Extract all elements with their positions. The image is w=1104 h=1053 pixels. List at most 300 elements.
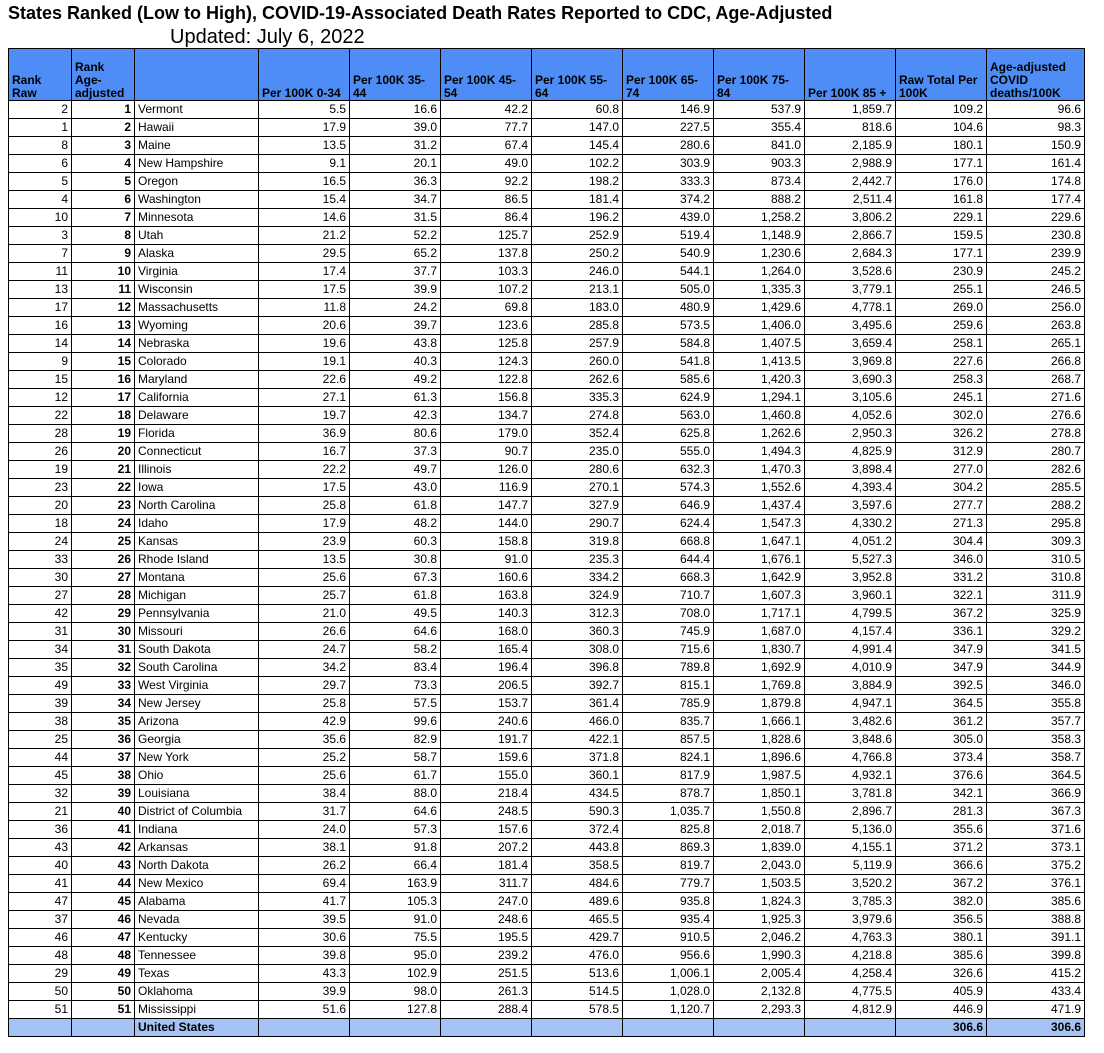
- rate-85-plus-cell: 3,979.6: [805, 911, 896, 929]
- rate-75-84-cell: 1,879.8: [714, 695, 805, 713]
- state-cell: Arizona: [135, 713, 259, 731]
- age-adjusted-cell: 239.9: [987, 245, 1085, 263]
- age-adjusted-cell: 310.8: [987, 569, 1085, 587]
- rank-raw-cell: 49: [9, 677, 72, 695]
- rate-75-84-cell: 1,547.3: [714, 515, 805, 533]
- rate-65-74-cell: 815.1: [623, 677, 714, 695]
- rate-0-34-cell: 19.7: [259, 407, 350, 425]
- rate-85-plus-cell: 818.6: [805, 119, 896, 137]
- table-row: [9, 227, 1085, 245]
- rate-0-34-cell: 19.1: [259, 353, 350, 371]
- table-row: [9, 263, 1085, 281]
- rank-adjusted-cell: 13: [72, 317, 135, 335]
- age-adjusted-cell: 280.7: [987, 443, 1085, 461]
- rate-35-44-cell: 61.7: [350, 767, 441, 785]
- rate-0-34-cell: 22.6: [259, 371, 350, 389]
- raw-total-cell: 104.6: [896, 119, 987, 137]
- rate-35-44-cell: 58.7: [350, 749, 441, 767]
- rate-45-54-cell: 125.7: [441, 227, 532, 245]
- rate-35-44-cell: 30.8: [350, 551, 441, 569]
- state-cell: Alabama: [135, 893, 259, 911]
- rate-55-64-cell: 260.0: [532, 353, 623, 371]
- state-cell: Kansas: [135, 533, 259, 551]
- rate-35-44-cell: 99.6: [350, 713, 441, 731]
- rank-raw-cell: 7: [9, 245, 72, 263]
- state-cell: Washington: [135, 191, 259, 209]
- raw-total-cell: 255.1: [896, 281, 987, 299]
- rate-75-84-cell: 1,692.9: [714, 659, 805, 677]
- state-cell: Idaho: [135, 515, 259, 533]
- rate-85-plus-cell: 3,785.3: [805, 893, 896, 911]
- rate-55-64-cell: 60.8: [532, 101, 623, 119]
- rank-adjusted-cell: 12: [72, 299, 135, 317]
- rate-45-54-cell: 159.6: [441, 749, 532, 767]
- rank-raw-cell: 39: [9, 695, 72, 713]
- table-row: [9, 947, 1085, 965]
- rank-adjusted-cell: 48: [72, 947, 135, 965]
- age-adjusted-cell: 344.9: [987, 659, 1085, 677]
- rate-0-34-cell: 39.5: [259, 911, 350, 929]
- rate-45-54-cell: 77.7: [441, 119, 532, 137]
- rank-adjusted-cell: 36: [72, 731, 135, 749]
- table-row: [9, 569, 1085, 587]
- rate-65-74-cell: 779.7: [623, 875, 714, 893]
- rank-adjusted-cell: 49: [72, 965, 135, 983]
- state-cell: Missouri: [135, 623, 259, 641]
- total-cell: [72, 1019, 135, 1037]
- age-adjusted-cell: 161.4: [987, 155, 1085, 173]
- rate-55-64-cell: 213.1: [532, 281, 623, 299]
- table-row: [9, 857, 1085, 875]
- rate-65-74-cell: 625.8: [623, 425, 714, 443]
- rate-0-34-cell: 21.0: [259, 605, 350, 623]
- rate-85-plus-cell: 4,763.3: [805, 929, 896, 947]
- rate-85-plus-cell: 4,258.4: [805, 965, 896, 983]
- rate-65-74-cell: 819.7: [623, 857, 714, 875]
- rate-65-74-cell: 541.8: [623, 353, 714, 371]
- rank-raw-cell: 1: [9, 119, 72, 137]
- rate-0-34-cell: 41.7: [259, 893, 350, 911]
- rate-35-44-cell: 73.3: [350, 677, 441, 695]
- rate-45-54-cell: 124.3: [441, 353, 532, 371]
- state-cell: Florida: [135, 425, 259, 443]
- table-row: [9, 785, 1085, 803]
- rate-85-plus-cell: 2,442.7: [805, 173, 896, 191]
- rank-raw-cell: 40: [9, 857, 72, 875]
- rate-65-74-cell: 563.0: [623, 407, 714, 425]
- rate-75-84-cell: 1,494.3: [714, 443, 805, 461]
- rate-55-64-cell: 285.8: [532, 317, 623, 335]
- rate-65-74-cell: 540.9: [623, 245, 714, 263]
- rate-45-54-cell: 168.0: [441, 623, 532, 641]
- rank-adjusted-cell: 19: [72, 425, 135, 443]
- rank-adjusted-cell: 47: [72, 929, 135, 947]
- rate-65-74-cell: 956.6: [623, 947, 714, 965]
- raw-total-cell: 161.8: [896, 191, 987, 209]
- rate-75-84-cell: 537.9: [714, 101, 805, 119]
- rank-adjusted-cell: 3: [72, 137, 135, 155]
- rate-35-44-cell: 43.0: [350, 479, 441, 497]
- rate-75-84-cell: 1,676.1: [714, 551, 805, 569]
- rate-75-84-cell: 1,896.6: [714, 749, 805, 767]
- table-row: [9, 371, 1085, 389]
- rate-0-34-cell: 13.5: [259, 551, 350, 569]
- rate-75-84-cell: 1,230.6: [714, 245, 805, 263]
- rank-adjusted-cell: 31: [72, 641, 135, 659]
- rate-55-64-cell: 466.0: [532, 713, 623, 731]
- rate-65-74-cell: 1,120.7: [623, 1001, 714, 1019]
- rate-65-74-cell: 505.0: [623, 281, 714, 299]
- age-adjusted-cell: 174.8: [987, 173, 1085, 191]
- rate-35-44-cell: 163.9: [350, 875, 441, 893]
- total-cell: [805, 1019, 896, 1037]
- raw-total-cell: 380.1: [896, 929, 987, 947]
- col-header-rank-adjusted: Rank Age-adjusted: [72, 49, 135, 101]
- state-cell: Maryland: [135, 371, 259, 389]
- rate-65-74-cell: 668.3: [623, 569, 714, 587]
- rate-0-34-cell: 24.7: [259, 641, 350, 659]
- rate-0-34-cell: 16.5: [259, 173, 350, 191]
- rate-45-54-cell: 163.8: [441, 587, 532, 605]
- rate-35-44-cell: 58.2: [350, 641, 441, 659]
- total-cell: [532, 1019, 623, 1037]
- rate-65-74-cell: 644.4: [623, 551, 714, 569]
- col-header-rank-raw: Rank Raw: [9, 49, 72, 101]
- state-cell: Michigan: [135, 587, 259, 605]
- rate-0-34-cell: 27.1: [259, 389, 350, 407]
- table-row: [9, 155, 1085, 173]
- rate-0-34-cell: 24.0: [259, 821, 350, 839]
- rate-35-44-cell: 91.8: [350, 839, 441, 857]
- state-cell: Oregon: [135, 173, 259, 191]
- table-row: [9, 137, 1085, 155]
- rate-0-34-cell: 38.4: [259, 785, 350, 803]
- rate-85-plus-cell: 2,185.9: [805, 137, 896, 155]
- age-adjusted-cell: 385.6: [987, 893, 1085, 911]
- rate-65-74-cell: 668.8: [623, 533, 714, 551]
- rank-raw-cell: 6: [9, 155, 72, 173]
- rate-85-plus-cell: 5,119.9: [805, 857, 896, 875]
- rate-55-64-cell: 465.5: [532, 911, 623, 929]
- raw-total-cell: 346.0: [896, 551, 987, 569]
- rate-35-44-cell: 40.3: [350, 353, 441, 371]
- rate-35-44-cell: 39.0: [350, 119, 441, 137]
- rank-raw-cell: 10: [9, 209, 72, 227]
- rate-45-54-cell: 91.0: [441, 551, 532, 569]
- rate-45-54-cell: 288.4: [441, 1001, 532, 1019]
- total-cell: [9, 1019, 72, 1037]
- rank-adjusted-cell: 26: [72, 551, 135, 569]
- rate-45-54-cell: 155.0: [441, 767, 532, 785]
- table-row: [9, 587, 1085, 605]
- state-cell: Montana: [135, 569, 259, 587]
- raw-total-cell: 271.3: [896, 515, 987, 533]
- rate-85-plus-cell: 4,991.4: [805, 641, 896, 659]
- raw-total-cell: 269.0: [896, 299, 987, 317]
- rate-85-plus-cell: 5,136.0: [805, 821, 896, 839]
- rate-35-44-cell: 49.5: [350, 605, 441, 623]
- age-adjusted-cell: 471.9: [987, 1001, 1085, 1019]
- rate-75-84-cell: 1,503.5: [714, 875, 805, 893]
- age-adjusted-cell: 282.6: [987, 461, 1085, 479]
- rate-85-plus-cell: 4,157.4: [805, 623, 896, 641]
- table-row: [9, 749, 1085, 767]
- rank-adjusted-cell: 23: [72, 497, 135, 515]
- age-adjusted-cell: 346.0: [987, 677, 1085, 695]
- rate-0-34-cell: 19.6: [259, 335, 350, 353]
- table-row: [9, 119, 1085, 137]
- state-cell: Arkansas: [135, 839, 259, 857]
- rate-75-84-cell: 1,830.7: [714, 641, 805, 659]
- rate-55-64-cell: 513.6: [532, 965, 623, 983]
- rank-adjusted-cell: 18: [72, 407, 135, 425]
- rate-45-54-cell: 122.8: [441, 371, 532, 389]
- rank-raw-cell: 13: [9, 281, 72, 299]
- rate-75-84-cell: 841.0: [714, 137, 805, 155]
- state-cell: New Hampshire: [135, 155, 259, 173]
- state-cell: Hawaii: [135, 119, 259, 137]
- state-cell: Oklahoma: [135, 983, 259, 1001]
- rate-85-plus-cell: 3,482.6: [805, 713, 896, 731]
- rate-85-plus-cell: 3,659.4: [805, 335, 896, 353]
- rate-55-64-cell: 181.4: [532, 191, 623, 209]
- rate-75-84-cell: 1,647.1: [714, 533, 805, 551]
- raw-total-cell: 258.3: [896, 371, 987, 389]
- rate-65-74-cell: 374.2: [623, 191, 714, 209]
- rate-65-74-cell: 519.4: [623, 227, 714, 245]
- table-row: [9, 911, 1085, 929]
- state-cell: North Carolina: [135, 497, 259, 515]
- age-adjusted-cell: 96.6: [987, 101, 1085, 119]
- table-row: [9, 713, 1085, 731]
- rate-85-plus-cell: 1,859.7: [805, 101, 896, 119]
- rate-65-74-cell: 333.3: [623, 173, 714, 191]
- rank-adjusted-cell: 2: [72, 119, 135, 137]
- rank-adjusted-cell: 14: [72, 335, 135, 353]
- state-cell: Nebraska: [135, 335, 259, 353]
- rate-55-64-cell: 335.3: [532, 389, 623, 407]
- table-row: [9, 497, 1085, 515]
- age-adjusted-cell: 358.3: [987, 731, 1085, 749]
- rate-85-plus-cell: 3,848.6: [805, 731, 896, 749]
- state-cell: Virginia: [135, 263, 259, 281]
- raw-total-cell: 302.0: [896, 407, 987, 425]
- total-cell: [623, 1019, 714, 1037]
- rank-adjusted-cell: 45: [72, 893, 135, 911]
- raw-total-cell: 371.2: [896, 839, 987, 857]
- table-row: [9, 515, 1085, 533]
- rate-45-54-cell: 137.8: [441, 245, 532, 263]
- rate-45-54-cell: 123.6: [441, 317, 532, 335]
- age-adjusted-cell: 388.8: [987, 911, 1085, 929]
- rate-65-74-cell: 745.9: [623, 623, 714, 641]
- state-cell: Nevada: [135, 911, 259, 929]
- rank-raw-cell: 22: [9, 407, 72, 425]
- rate-85-plus-cell: 4,393.4: [805, 479, 896, 497]
- age-adjusted-cell: 391.1: [987, 929, 1085, 947]
- rate-75-84-cell: 2,046.2: [714, 929, 805, 947]
- raw-total-cell: 304.2: [896, 479, 987, 497]
- raw-total-cell: 366.6: [896, 857, 987, 875]
- rate-35-44-cell: 64.6: [350, 623, 441, 641]
- rate-75-84-cell: 1,420.3: [714, 371, 805, 389]
- rate-55-64-cell: 274.8: [532, 407, 623, 425]
- table-row: [9, 641, 1085, 659]
- rate-85-plus-cell: 4,812.9: [805, 1001, 896, 1019]
- state-cell: Iowa: [135, 479, 259, 497]
- col-header-55-64: Per 100K 55-64: [532, 49, 623, 101]
- rate-85-plus-cell: 3,960.1: [805, 587, 896, 605]
- rate-75-84-cell: 1,335.3: [714, 281, 805, 299]
- state-cell: Connecticut: [135, 443, 259, 461]
- rate-35-44-cell: 61.8: [350, 587, 441, 605]
- rank-raw-cell: 19: [9, 461, 72, 479]
- rate-85-plus-cell: 2,511.4: [805, 191, 896, 209]
- rate-85-plus-cell: 3,520.2: [805, 875, 896, 893]
- rate-65-74-cell: 857.5: [623, 731, 714, 749]
- rate-45-54-cell: 240.6: [441, 713, 532, 731]
- rate-35-44-cell: 64.6: [350, 803, 441, 821]
- raw-total-cell: 277.7: [896, 497, 987, 515]
- rank-adjusted-cell: 37: [72, 749, 135, 767]
- rank-raw-cell: 12: [9, 389, 72, 407]
- rate-0-34-cell: 25.8: [259, 497, 350, 515]
- rate-45-54-cell: 206.5: [441, 677, 532, 695]
- rate-35-44-cell: 36.3: [350, 173, 441, 191]
- rate-65-74-cell: 303.9: [623, 155, 714, 173]
- raw-total-cell: 322.1: [896, 587, 987, 605]
- rate-0-34-cell: 39.9: [259, 983, 350, 1001]
- rate-35-44-cell: 61.3: [350, 389, 441, 407]
- rank-raw-cell: 51: [9, 1001, 72, 1019]
- rate-35-44-cell: 43.8: [350, 335, 441, 353]
- rate-55-64-cell: 443.8: [532, 839, 623, 857]
- rate-65-74-cell: 708.0: [623, 605, 714, 623]
- rank-raw-cell: 24: [9, 533, 72, 551]
- rank-raw-cell: 21: [9, 803, 72, 821]
- state-cell: South Dakota: [135, 641, 259, 659]
- rate-55-64-cell: 280.6: [532, 461, 623, 479]
- rank-raw-cell: 2: [9, 101, 72, 119]
- rate-75-84-cell: 355.4: [714, 119, 805, 137]
- rank-raw-cell: 16: [9, 317, 72, 335]
- rate-65-74-cell: 869.3: [623, 839, 714, 857]
- table-row: [9, 191, 1085, 209]
- rate-0-34-cell: 29.5: [259, 245, 350, 263]
- rank-raw-cell: 27: [9, 587, 72, 605]
- rate-45-54-cell: 92.2: [441, 173, 532, 191]
- rate-75-84-cell: 1,406.0: [714, 317, 805, 335]
- state-cell: New Mexico: [135, 875, 259, 893]
- table-row: [9, 803, 1085, 821]
- age-adjusted-cell: 355.8: [987, 695, 1085, 713]
- table-row: [9, 623, 1085, 641]
- rank-raw-cell: 31: [9, 623, 72, 641]
- raw-total-cell: 180.1: [896, 137, 987, 155]
- rate-0-34-cell: 5.5: [259, 101, 350, 119]
- table-row: [9, 299, 1085, 317]
- rank-adjusted-cell: 24: [72, 515, 135, 533]
- rate-85-plus-cell: 5,527.3: [805, 551, 896, 569]
- rank-raw-cell: 37: [9, 911, 72, 929]
- col-header-state: [135, 49, 259, 101]
- rate-65-74-cell: 585.6: [623, 371, 714, 389]
- age-adjusted-cell: 364.5: [987, 767, 1085, 785]
- rate-55-64-cell: 429.7: [532, 929, 623, 947]
- rate-55-64-cell: 183.0: [532, 299, 623, 317]
- raw-total-cell: 159.5: [896, 227, 987, 245]
- rank-raw-cell: 9: [9, 353, 72, 371]
- rank-adjusted-cell: 5: [72, 173, 135, 191]
- state-cell: West Virginia: [135, 677, 259, 695]
- table-row: [9, 659, 1085, 677]
- rank-adjusted-cell: 1: [72, 101, 135, 119]
- rate-55-64-cell: 352.4: [532, 425, 623, 443]
- rate-0-34-cell: 25.2: [259, 749, 350, 767]
- rank-raw-cell: 25: [9, 731, 72, 749]
- page-title: States Ranked (Low to High), COVID-19-Associated Death Rates Reported to CDC, Age-Adjusted: [8, 3, 833, 23]
- col-header-65-74: Per 100K 65-74: [623, 49, 714, 101]
- rate-85-plus-cell: 3,597.6: [805, 497, 896, 515]
- age-adjusted-cell: 358.7: [987, 749, 1085, 767]
- col-header-0-34: Per 100K 0-34: [259, 49, 350, 101]
- rate-55-64-cell: 246.0: [532, 263, 623, 281]
- rate-0-34-cell: 22.2: [259, 461, 350, 479]
- rate-35-44-cell: 39.7: [350, 317, 441, 335]
- rate-0-34-cell: 25.6: [259, 767, 350, 785]
- raw-total-cell: 367.2: [896, 875, 987, 893]
- rate-85-plus-cell: 4,051.2: [805, 533, 896, 551]
- rate-55-64-cell: 145.4: [532, 137, 623, 155]
- rate-0-34-cell: 13.5: [259, 137, 350, 155]
- rate-35-44-cell: 95.0: [350, 947, 441, 965]
- raw-total-cell: 177.1: [896, 245, 987, 263]
- rate-55-64-cell: 476.0: [532, 947, 623, 965]
- rate-65-74-cell: 1,006.1: [623, 965, 714, 983]
- total-raw-value: 306.6: [896, 1019, 987, 1037]
- col-header-age-adjusted: Age-adjusted COVID deaths/100K: [987, 49, 1085, 101]
- table-row: [9, 1001, 1085, 1019]
- death-rates-table: [8, 48, 1085, 1037]
- rate-55-64-cell: 514.5: [532, 983, 623, 1001]
- rank-raw-cell: 36: [9, 821, 72, 839]
- age-adjusted-cell: 376.1: [987, 875, 1085, 893]
- rate-55-64-cell: 361.4: [532, 695, 623, 713]
- raw-total-cell: 331.2: [896, 569, 987, 587]
- rate-85-plus-cell: 4,932.1: [805, 767, 896, 785]
- table-row: [9, 965, 1085, 983]
- rate-65-74-cell: 878.7: [623, 785, 714, 803]
- raw-total-cell: 277.0: [896, 461, 987, 479]
- rank-raw-cell: 26: [9, 443, 72, 461]
- age-adjusted-cell: 271.6: [987, 389, 1085, 407]
- rate-85-plus-cell: 2,950.3: [805, 425, 896, 443]
- rate-0-34-cell: 17.9: [259, 119, 350, 137]
- rate-55-64-cell: 235.0: [532, 443, 623, 461]
- rate-75-84-cell: 1,470.3: [714, 461, 805, 479]
- rate-65-74-cell: 824.1: [623, 749, 714, 767]
- rate-65-74-cell: 624.4: [623, 515, 714, 533]
- rate-65-74-cell: 935.8: [623, 893, 714, 911]
- state-cell: Alaska: [135, 245, 259, 263]
- rate-0-34-cell: 31.7: [259, 803, 350, 821]
- raw-total-cell: 367.2: [896, 605, 987, 623]
- state-cell: Pennsylvania: [135, 605, 259, 623]
- rate-35-44-cell: 127.8: [350, 1001, 441, 1019]
- state-cell: Illinois: [135, 461, 259, 479]
- raw-total-cell: 177.1: [896, 155, 987, 173]
- rank-adjusted-cell: 29: [72, 605, 135, 623]
